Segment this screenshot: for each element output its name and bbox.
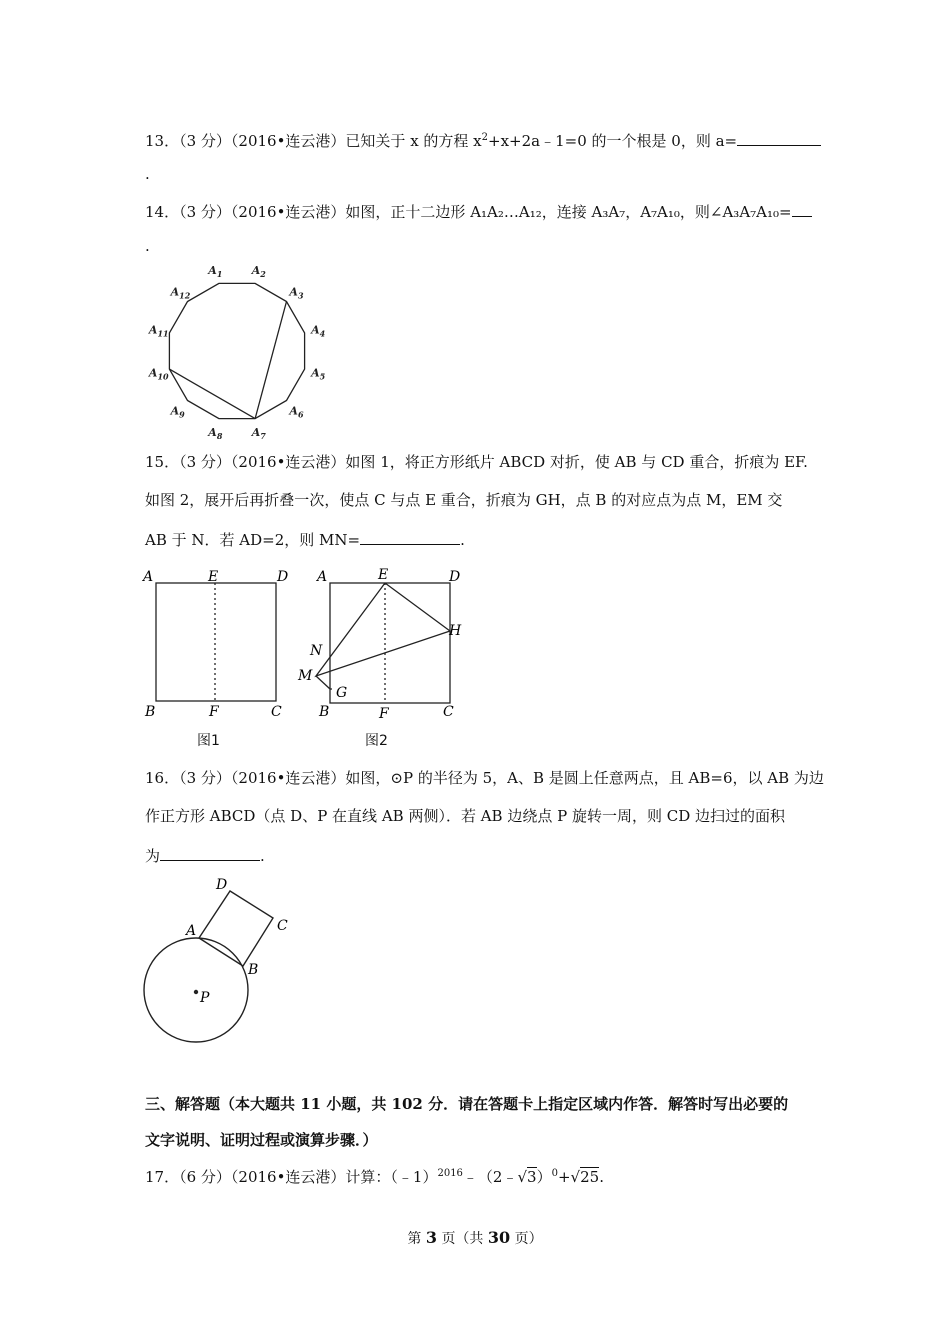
q17-end: . <box>599 1168 604 1186</box>
dodecagon-label-a11: $A_{11}$ <box>148 323 169 339</box>
dodecagon-label-a10: $A_{10}$ <box>148 366 169 382</box>
q16-figure <box>138 870 308 1048</box>
fig2-label-m: M <box>298 668 313 684</box>
q16-label-d: D <box>216 877 228 893</box>
q14-text: 14．（3 分）（2016•连云港）如图，正十二边形 A₁A₂…A₁₂，连接 A₃A₇，A₇A₁₀，则∠A₃A₇A₁₀= <box>145 203 792 221</box>
q16-line1: 16．（3 分）（2016•连云港）如图，⊙P 的半径为 5，A、B 是圆上任意两点，且 AB=6，以 AB 为边 <box>145 769 824 787</box>
q13-suffix: +x+2a﹣1=0 的一个根是 0，则 a= <box>488 132 738 150</box>
q17-sup1: 2016 <box>437 1168 463 1179</box>
q15-end: . <box>460 531 465 549</box>
dodecagon-label-a12: $A_{12}$ <box>170 285 191 301</box>
q16-label-p: P <box>200 990 210 1006</box>
dodecagon-label-a3: $A_3$ <box>289 285 304 301</box>
q13-answer-blank <box>737 129 821 146</box>
q14-dodecagon-figure <box>140 262 340 440</box>
dodecagon-label-a7: $A_7$ <box>251 426 266 440</box>
fig2-label-g: G <box>336 685 348 701</box>
q14-answer-blank <box>792 200 812 217</box>
q16-label-b: B <box>248 962 259 978</box>
q14-end: . <box>145 237 150 255</box>
q15-line3 <box>145 528 465 550</box>
fig1-label-d: D <box>277 569 289 585</box>
dodecagon-label-a4: $A_4$ <box>311 323 326 339</box>
fig2-label-h: H <box>449 623 462 639</box>
square-abcd <box>199 891 273 966</box>
q15-line3-text: AB 于 N．若 AD=2，则 MN= <box>145 531 361 549</box>
q15-fig1-caption: 图1 <box>197 733 220 749</box>
q13-end: . <box>145 165 150 183</box>
q17-root2: 25 <box>580 1168 600 1186</box>
dodecagon-label-a1: $A_1$ <box>208 263 223 279</box>
q16-label-a: A <box>186 923 197 939</box>
q17-root1: 3 <box>527 1168 537 1186</box>
q17-prefix: 17．（6 分）（2016•连云港）计算：（﹣1） <box>145 1168 438 1186</box>
q14-line <box>145 200 812 222</box>
footer-page-number: 3 <box>425 1228 437 1247</box>
point-p <box>194 990 198 994</box>
q16-label-c: C <box>277 918 288 934</box>
q15-figure1 <box>140 564 300 724</box>
q17-sup2: 0 <box>551 1168 558 1179</box>
fig2-label-e: E <box>378 567 389 583</box>
fig1-square <box>156 583 276 701</box>
dodecagon-label-a8: $A_8$ <box>208 426 223 440</box>
q15-figure2 <box>292 564 472 724</box>
section3-line1: 三、解答题（本大题共 11 小题，共 102 分．请在答题卡上指定区域内作答．解答时写出必要的 <box>145 1095 789 1113</box>
dodecagon-outline <box>169 283 304 418</box>
footer-post: 页） <box>514 1231 543 1247</box>
fig2-label-n: N <box>310 643 323 659</box>
dodecagon-label-a9: $A_9$ <box>170 404 185 420</box>
fig2-label-a: A <box>317 569 328 585</box>
q16-answer-blank <box>160 844 260 861</box>
fig2-label-c: C <box>443 704 454 720</box>
q13-line <box>145 128 821 151</box>
dodecagon-label-a5: $A_5$ <box>311 366 326 382</box>
q17-plus: + <box>557 1168 571 1186</box>
fig1-label-a: A <box>143 569 154 585</box>
q16-line3-text: 为 <box>145 847 161 865</box>
fig2-fold-outline <box>316 583 450 676</box>
q13-sup: 2 <box>481 132 489 143</box>
q16-end: . <box>260 847 265 865</box>
q17-mid: ﹣（2﹣ <box>462 1168 518 1186</box>
footer-total-pages: 30 <box>487 1228 511 1247</box>
q15-fig2-caption: 图2 <box>365 733 388 749</box>
q15-line2: 如图 2，展开后再折叠一次，使点 C 与点 E 重合，折痕为 GH，点 B 的对应点为点 M，EM 交 <box>145 491 783 509</box>
q16-line2: 作正方形 ABCD（点 D、P 在直线 AB 两侧）．若 AB 边绕点 P 旋转一周，则 CD 边扫过的面积 <box>145 807 786 825</box>
q13-prefix: 13．（3 分）（2016•连云港）已知关于 x 的方程 x <box>145 132 482 150</box>
footer-pre: 第 <box>407 1231 422 1247</box>
fig2-label-d: D <box>449 569 461 585</box>
page-footer <box>0 1228 950 1248</box>
fig2-label-f: F <box>379 706 389 722</box>
q17-line <box>145 1164 604 1187</box>
q17-sqrt3-radical-icon: √ <box>517 1168 528 1186</box>
section3-line2: 文字说明、证明过程或演算步骤．） <box>145 1131 378 1149</box>
fig2-square <box>330 583 450 703</box>
fig1-label-b: B <box>145 704 156 720</box>
fig2-label-b: B <box>319 704 330 720</box>
fig1-label-e: E <box>208 569 219 585</box>
q15-answer-blank <box>360 528 460 545</box>
fig1-label-c: C <box>271 704 282 720</box>
fig2-segment-mg <box>316 676 330 689</box>
dodecagon-label-a2: $A_2$ <box>251 263 266 279</box>
q17-close: ） <box>536 1168 552 1186</box>
q15-line1: 15．（3 分）（2016•连云港）如图 1，将正方形纸片 ABCD 对折，使 AB 与 CD 重合，折痕为 EF. <box>145 453 808 471</box>
footer-mid: 页（共 <box>441 1231 484 1247</box>
diagonal-A3-A7 <box>255 302 286 419</box>
fig1-label-f: F <box>209 704 219 720</box>
q17-sqrt25-radical-icon: √ <box>570 1168 581 1186</box>
dodecagon-label-a6: $A_6$ <box>289 404 304 420</box>
q16-line3 <box>145 844 265 866</box>
